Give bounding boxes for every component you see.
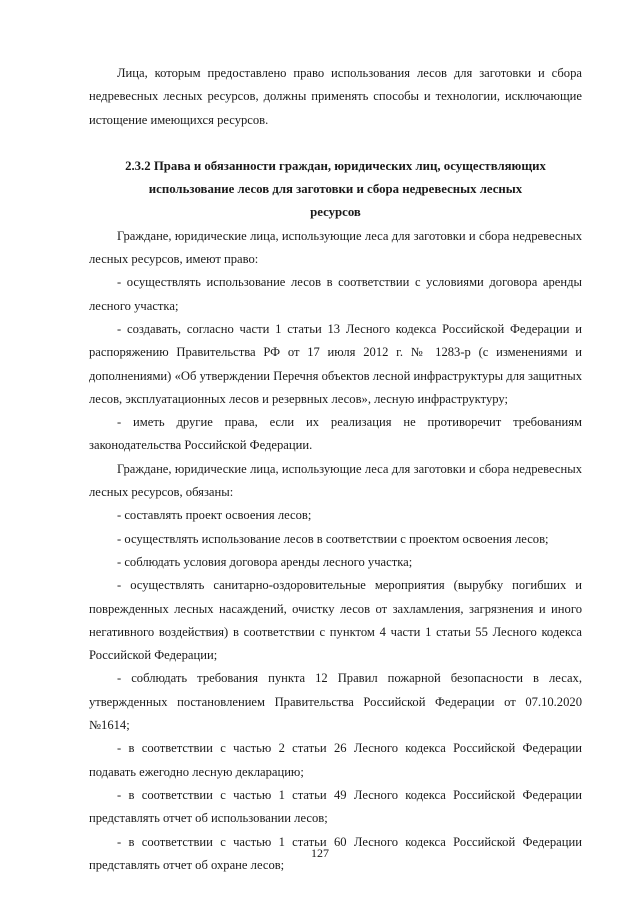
page-number: 127 <box>311 846 329 860</box>
rights-intro-paragraph: Граждане, юридические лица, использующие леса для заготовки и сбора недревесных лесных ресурсов, имеют право: <box>89 228 582 267</box>
section-heading-line: ресурсов <box>310 205 361 220</box>
intro-paragraph: Лица, которым предоставлено право использования лесов для заготовки и сбора недревесных лесных ресурсов, должны применять способы и технологии, исключающие истощение имеющихся ресурсов. <box>89 66 582 127</box>
list-item: - соблюдать условия договора аренды лесного участка; <box>117 554 413 569</box>
list-item: - создавать, согласно части 1 статьи 13 Лесного кодекса Российской Федерации и распоряжению Правительства РФ от 17 июля 2012 г. № 1283-р (с изменениями и дополнениями) «Об утверждении Перечня объектов лесной инфраструктуры для защитных лесов, эксплуатационных лесов и резервных лесов», лесную инфраструктуру; <box>89 321 582 406</box>
list-item: - в соответствии с частью 2 статьи 26 Лесного кодекса Российской Федерации подавать ежегодно лесную декларацию; <box>89 741 582 779</box>
list-item: - в соответствии с частью 1 статьи 49 Лесного кодекса Российской Федерации представлять отчет об использовании лесов; <box>89 787 582 826</box>
body-text <box>89 225 582 877</box>
list-item: - осуществлять санитарно-оздоровительные мероприятия (вырубку погибших и поврежденных лесных насаждений, очистку лесов от захламления, загрязнения и иного негативного воздействия) в соответствии с пунктом 4 части 1 статьи 55 Лесного кодекса Российской Федерации; <box>89 578 582 663</box>
section-heading-line: использование лесов для заготовки и сбора недревесных лесных <box>148 182 523 197</box>
list-item: - в соответствии с частью 1 статьи 60 Лесного кодекса Российской Федерации представлять отчет об охране лесов; <box>89 834 582 872</box>
section-heading-line: 2.3.2 Права и обязанности граждан, юридических лиц, осуществляющих <box>125 158 546 173</box>
list-item: - осуществлять использование лесов в соответствии с проектом освоения лесов; <box>117 531 549 546</box>
duties-intro-paragraph: Граждане, юридические лица, использующие леса для заготовки и сбора недревесных лесных ресурсов, обязаны: <box>89 461 582 500</box>
list-item: - составлять проект освоения лесов; <box>117 508 312 523</box>
list-item: - осуществлять использование лесов в соответствии с условиями договора аренды лесного участка; <box>89 275 582 313</box>
page-content <box>89 62 582 877</box>
list-item: - соблюдать требования пункта 12 Правил пожарной безопасности в лесах, утвержденных постановлением Правительства Российской Федерации от 07.10.2020 №1614; <box>89 671 582 733</box>
list-item: - иметь другие права, если их реализация не противоречит требованиям законодательства Российской Федерации. <box>89 415 582 453</box>
section-heading <box>89 155 582 225</box>
